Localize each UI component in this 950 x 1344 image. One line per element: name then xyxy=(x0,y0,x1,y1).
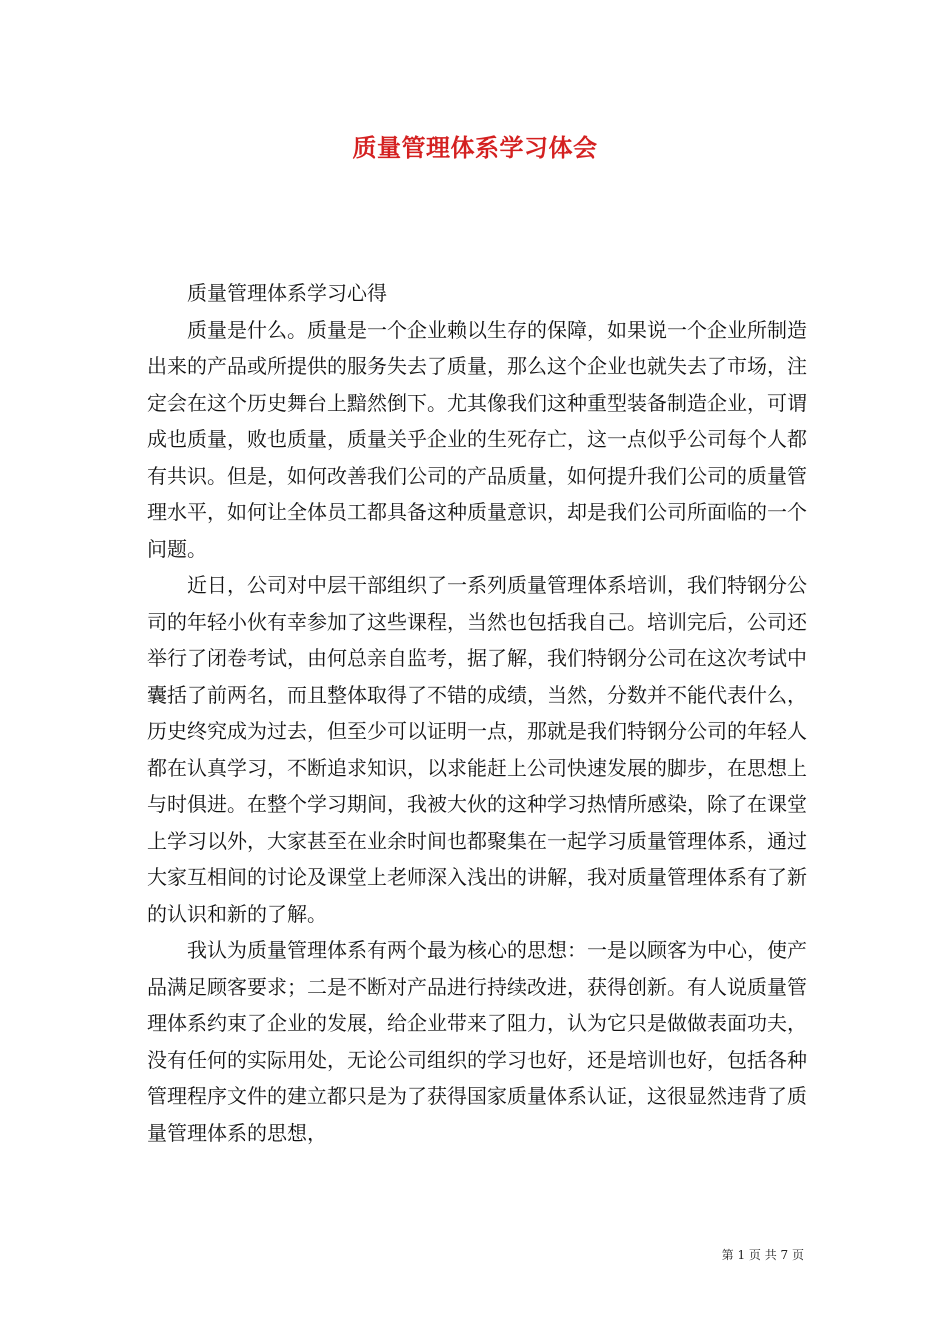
document-body xyxy=(147,275,807,1151)
document-title: 质量管理体系学习体会 xyxy=(352,133,598,162)
paragraph-3: 我认为质量管理体系有两个最为核心的思想：一是以顾客为中心，使产品满足顾客要求；二是不断对产品进行持续改进，获得创新。有人说质量管理体系约束了企业的发展，给企业带来了阻力，认为它只是做做表面功夫，没有任何的实际用处，无论公司组织的学习也好，还是培训也好，包括各种管理程序文件的建立都只是为了获得国家质量体系认证，这很显然违背了质量管理体系的思想， xyxy=(147,938,807,1145)
document-subtitle: 质量管理体系学习心得 xyxy=(187,281,387,305)
paragraph-2: 近日，公司对中层干部组织了一系列质量管理体系培训，我们特钢分公司的年轻小伙有幸参加了这些课程，当然也包括我自己。培训完后，公司还举行了闭卷考试，由何总亲自监考，据了解，我们特钢分公司在这次考试中囊括了前两名，而且整体取得了不错的成绩，当然，分数并不能代表什么，历史终究成为过去，但至少可以证明一点，那就是我们特钢分公司的年轻人都在认真学习，不断追求知识，以求能赶上公司快速发展的脚步，在思想上与时俱进。在整个学习期间，我被大伙的这种学习热情所感染，除了在课堂上学习以外，大家甚至在业余时间也都聚集在一起学习质量管理体系，通过大家互相间的讨论及课堂上老师深入浅出的讲解，我对质量管理体系有了新的认识和新的了解。 xyxy=(147,573,807,926)
paragraph-1: 质量是什么。质量是一个企业赖以生存的保障，如果说一个企业所制造出来的产品或所提供的服务失去了质量，那么这个企业也就失去了市场，注定会在这个历史舞台上黯然倒下。尤其像我们这种重型装备制造企业，可谓成也质量，败也质量，质量关乎企业的生死存亡，这一点似乎公司每个人都有共识。但是，如何改善我们公司的产品质量，如何提升我们公司的质量管理水平，如何让全体员工都具备这种质量意识，却是我们公司所面临的一个问题。 xyxy=(147,317,807,561)
page-number: 第 1 页 共 7 页 xyxy=(721,1248,804,1262)
